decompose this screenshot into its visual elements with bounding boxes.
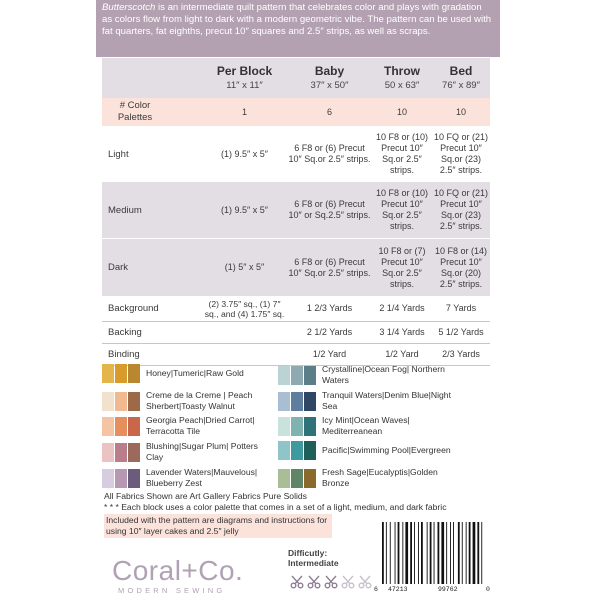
fabric-swatch (128, 392, 140, 411)
row-label: Light (108, 148, 129, 160)
header-size: 76″ x 89″ (442, 80, 480, 91)
scissors-icon (324, 575, 338, 589)
requirements-table (102, 58, 490, 366)
fabric-swatch (304, 392, 316, 411)
palette-item (102, 390, 271, 412)
fabric-swatch (115, 392, 127, 411)
included-note: Included with the pattern are diagrams and instructions for using 10″ layer cakes and 2.5″ jelly (104, 514, 332, 538)
barcode-bar (395, 522, 396, 584)
palette-item (278, 364, 460, 386)
brand-logo (112, 556, 272, 595)
palette-label: Blushing|Sugar Plum| Potters Clay (146, 441, 258, 462)
fabric-swatch (278, 392, 290, 411)
palette-label: Tranquil Waters|Denim Blue|Night Sea (322, 390, 451, 411)
barcode-bar (434, 522, 435, 584)
fabric-swatch (102, 443, 114, 462)
barcode-bar (414, 522, 415, 584)
fabric-swatch (304, 366, 316, 385)
palette-item (102, 415, 271, 437)
table-cell: 1/2 Yard (385, 349, 419, 359)
fabric-swatch (115, 417, 127, 436)
barcode-bar (441, 522, 444, 584)
table-header (102, 58, 490, 98)
barcode-digit: 6 (374, 586, 378, 593)
barcode-bar (469, 522, 471, 584)
barcode-bar (453, 522, 454, 584)
fabric-swatch (304, 441, 316, 460)
barcode-bar (427, 522, 428, 584)
header-label: Bed (449, 64, 473, 78)
header-size: 11″ x 11″ (226, 80, 263, 91)
palette-item (102, 441, 271, 463)
scissors-icon (290, 575, 304, 589)
table-cell: 1 (241, 106, 247, 117)
palette-swatches (102, 392, 140, 411)
fabric-swatch (278, 469, 290, 488)
pattern-name: Butterscotch (102, 2, 156, 13)
palette-note: * * * Each block uses a color palette that comes in a set of a light, medium, and dark fabric (104, 502, 447, 512)
palette-swatches (278, 469, 316, 488)
table-cell: 1/2 Yard (312, 349, 347, 359)
palette-label: Honey|Tumeric|Raw Gold (146, 368, 244, 378)
fabrics-note: All Fabrics Shown are Art Gallery Fabrics Pure Solids (104, 491, 307, 501)
table-cell: 10 FQ or (21) Precut 10″ Sq.or (23) 2.5″ strips. (433, 132, 489, 175)
fabric-swatch (102, 392, 114, 411)
table-cell: (1) 5″ x 5″ (224, 262, 265, 272)
fabric-swatch (128, 443, 140, 462)
table-cell: 5 1/2 Yards (438, 327, 484, 337)
scissors-icon (307, 575, 321, 589)
fabric-swatch (102, 469, 114, 488)
table-cell: 6 F8 or (6) Precut 10″ or Sq.2.5″ strips. (288, 199, 371, 220)
table-cell: 10 (396, 106, 407, 117)
palette-label: Crystalline|Ocean Fog| Northern Waters (322, 364, 445, 385)
brand-tagline: MODERN SEWING (118, 586, 226, 595)
table-cell: 10 (455, 106, 466, 117)
barcode-bar (462, 522, 463, 584)
fabric-swatch (278, 417, 290, 436)
barcode-bar (390, 522, 391, 584)
palette-item (102, 467, 271, 489)
palette-label: Creme de la Creme | Peach Sherbert|Toasty Walnut (146, 390, 253, 411)
table-row-light (102, 126, 490, 182)
table-cell: 10 F8 or (10) Precut 10″ Sq.or 2.5″ strips. (375, 188, 429, 231)
fabric-swatch (291, 469, 303, 488)
fabric-swatch (291, 441, 303, 460)
palette-item (278, 415, 460, 437)
row-label: # Color Palettes (117, 100, 153, 123)
fabric-swatch (304, 469, 316, 488)
table-cell: 2 1/4 Yards (379, 303, 425, 313)
table-cell: (1) 9.5″ x 5″ (221, 148, 268, 159)
table-cell: 6 F8 or (6) Precut 10″ Sq.or 2.5″ strips. (288, 143, 371, 164)
barcode-bars (374, 522, 492, 592)
difficulty (288, 548, 339, 568)
barcode-bar (481, 522, 482, 584)
fabric-swatch (128, 417, 140, 436)
table-cell: (2) 3.75″ sq., (1) 7″ sq., and (4) 1.75″ sq. (204, 298, 285, 319)
barcode-bar (430, 522, 432, 584)
palette-swatches (102, 417, 140, 436)
brand-name: Coral+Co. (112, 555, 244, 586)
header-baby (287, 58, 372, 98)
row-label: Medium (108, 204, 142, 216)
table-cell: 10 F8 or (14) Precut 10″ Sq.or (20) 2.5″ strips. (434, 245, 488, 289)
table-cell: 10 F8 or (7) Precut 10″ Sq.or 2.5″ strips. (378, 245, 426, 289)
palette-item (102, 364, 271, 383)
fabric-swatch (278, 441, 290, 460)
barcode-bar (458, 522, 460, 584)
palette-label: Pacific|Swimming Pool|Evergreen (322, 445, 451, 455)
palette-swatches (278, 366, 316, 385)
table-cell: 10 FQ or (21) Precut 10″ Sq.or (23) 2.5″ strips. (433, 188, 489, 231)
header-throw (372, 58, 432, 98)
row-label: Backing (108, 327, 142, 338)
difficulty-level: Intermediate (288, 558, 339, 568)
table-row-backing (102, 322, 490, 344)
barcode-bar (473, 522, 476, 584)
barcode-bar (402, 522, 403, 584)
barcode-bar (446, 522, 447, 584)
table-cell: 3 1/4 Yards (379, 327, 425, 337)
barcode-digit: 0 (486, 586, 490, 593)
palette-swatches (102, 443, 140, 462)
barcode-bar (421, 522, 423, 584)
table-cell: 6 F8 or (6) Precut 10″ Sq.or 2.5″ strips. (288, 256, 371, 278)
fabric-swatch (102, 417, 114, 436)
difficulty-label: Difficutly: (288, 548, 328, 558)
table-row-background (102, 296, 490, 322)
palette-swatches (278, 392, 316, 411)
barcode-digit: 47213 (388, 586, 408, 593)
fabric-swatch (291, 366, 303, 385)
table-row-medium (102, 182, 490, 238)
barcode-bar (386, 522, 387, 584)
header-label: Throw (384, 64, 420, 78)
palette-swatches (102, 364, 140, 383)
header-size: 37″ x 50″ (310, 80, 349, 91)
barcode-bar (477, 522, 479, 584)
table-cell (202, 322, 287, 343)
difficulty-rating (290, 575, 372, 589)
barcode-bar (410, 522, 412, 584)
barcode-digit: 99762 (438, 586, 458, 593)
header-size: 50 x 63″ (384, 80, 420, 91)
table-cell: 10 F8 or (10) Precut 10″ Sq.or 2.5″ strips. (375, 132, 429, 175)
intro-description (96, 0, 500, 57)
table-row-color-palettes (102, 98, 490, 126)
barcode-bar (405, 522, 408, 584)
palette-swatches (278, 417, 316, 436)
fabric-swatch (278, 366, 290, 385)
row-label: Dark (108, 262, 129, 273)
palette-label: Fresh Sage|Eucalyptis|Golden Bronze (322, 467, 438, 488)
palette-item (278, 441, 460, 460)
barcode-bar (418, 522, 419, 584)
fabric-swatch (128, 469, 140, 488)
table-cell: 7 Yards (445, 303, 477, 313)
fabric-swatch (291, 417, 303, 436)
fabric-swatch (291, 392, 303, 411)
fabric-swatch (115, 364, 127, 383)
palette-label: Icy Mint|Ocean Waves| Mediterreanean (322, 415, 410, 436)
palette-label: Lavender Waters|Mauvelous| Blueberry Zest (146, 467, 258, 488)
table-cell: 1 2/3 Yards (306, 303, 353, 313)
table-row-dark (102, 238, 490, 296)
barcode-bar (466, 522, 467, 584)
barcode-bar (382, 522, 384, 584)
palette-swatches (278, 441, 316, 460)
row-label: Background (108, 303, 159, 314)
table-cell: 2 1/2 Yards (306, 327, 353, 337)
intro-text: is an intermediate quilt pattern that celebrates color and plays with gradation as colors flow from light to dark with a modern geometric vibe. The pattern can be used with fat quarters, fat eighths, precut 10″ squares and 2.5″ strips, as well as scraps. (102, 2, 492, 37)
header-bed (432, 58, 490, 98)
table-cell: 6 (326, 106, 332, 117)
barcode-bar (450, 522, 451, 584)
table-cell: (1) 9.5″ x 5″ (221, 204, 268, 215)
barcode-bar (398, 522, 400, 584)
fabric-swatch (115, 443, 127, 462)
scissors-icon (341, 575, 355, 589)
palette-swatches (102, 469, 140, 488)
fabric-swatch (115, 469, 127, 488)
fabric-swatch (102, 364, 114, 383)
fabric-swatch (304, 417, 316, 436)
row-label: Binding (108, 349, 140, 360)
table-cell: 2/3 Yards (442, 349, 480, 359)
color-palettes (102, 360, 502, 490)
header-label: Per Block (216, 64, 273, 78)
palette-item (278, 390, 460, 412)
barcode (374, 522, 492, 600)
palette-label: Georgia Peach|Dried Carrot| Terracotta Tile (146, 415, 255, 436)
fabric-swatch (128, 364, 140, 383)
header-per-block (202, 58, 287, 98)
barcode-bar (438, 522, 440, 584)
palette-item (278, 467, 460, 489)
header-label: Baby (314, 64, 345, 78)
scissors-icon (358, 575, 372, 589)
